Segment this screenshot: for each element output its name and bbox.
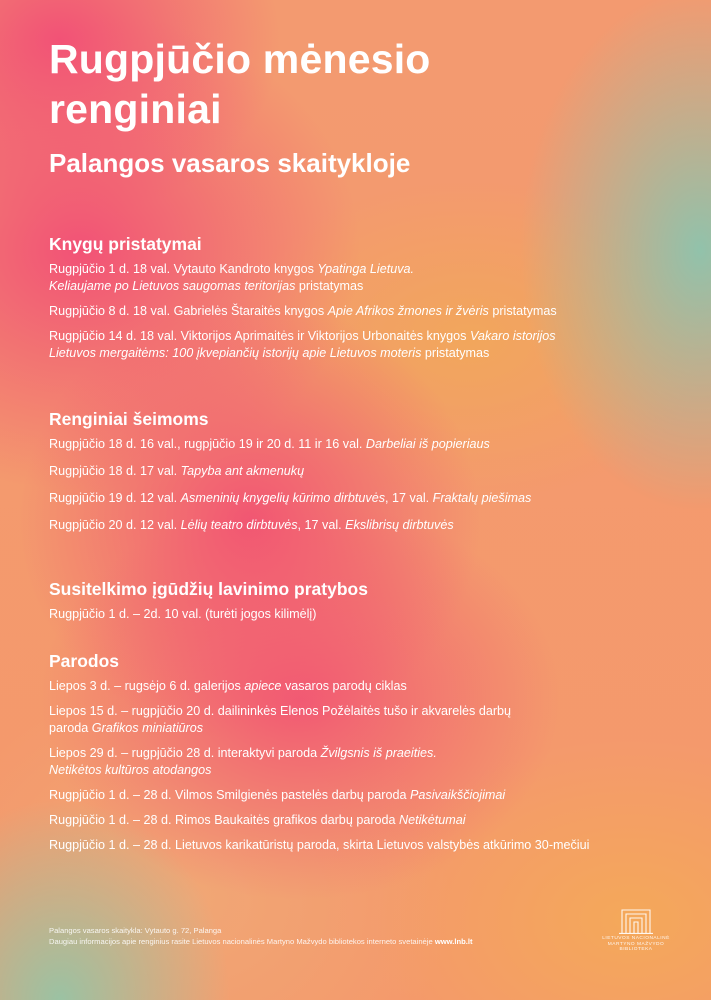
footer-website-link[interactable]: www.lnb.lt xyxy=(434,937,473,946)
logo-line: MARTYNO MAŽVYDO xyxy=(607,941,665,947)
event-text: vasaros parodų ciklas xyxy=(281,679,407,693)
event-item xyxy=(49,606,689,623)
footer-info xyxy=(49,936,589,947)
event-title: Lėlių teatro dirbtuvės xyxy=(180,518,298,532)
event-title: Tapyba ant akmenukų xyxy=(180,464,305,478)
event-title: Žvilgsnis iš praeities. xyxy=(320,746,437,760)
event-item xyxy=(49,328,689,362)
event-title: Grafikos miniatiūros xyxy=(91,721,203,735)
event-item xyxy=(49,436,689,453)
logo-line: BIBLIOTEKA xyxy=(619,947,653,953)
event-title: Keliaujame po Lietuvos saugomas teritorijas xyxy=(49,279,296,293)
event-title: Lietuvos mergaitėms: 100 įkvepiančių istorijų apie Lietuvos moteris xyxy=(49,346,422,360)
event-text: Rugpjūčio 1 d. 18 val. Vytauto Kandroto knygos xyxy=(49,262,318,276)
footer-address: Palangos vasaros skaitykla: Vytauto g. 72, Palanga xyxy=(49,926,222,935)
event-item xyxy=(49,837,689,854)
event-title: Netikėtos kultūros atodangos xyxy=(49,763,212,777)
section-heading: Renginiai šeimoms xyxy=(49,409,209,429)
event-title: Ekslibrisų dirbtuvės xyxy=(345,518,454,532)
event-text: Liepos 3 d. – rugsėjo 6 d. galerijos xyxy=(49,679,245,693)
event-title: Apie Afrikos žmones ir žvėris xyxy=(327,304,489,318)
event-item xyxy=(49,745,689,779)
event-list xyxy=(49,261,689,362)
event-text: Rugpjūčio 1 d. – 2d. 10 val. (turėti jogos kilimėlį) xyxy=(49,607,317,621)
event-item xyxy=(49,787,689,804)
library-logo xyxy=(601,908,671,953)
event-item xyxy=(49,463,689,480)
event-text: , 17 val. xyxy=(385,491,433,505)
library-arch-icon xyxy=(619,908,653,934)
event-text: pristatymas xyxy=(488,304,557,318)
event-list xyxy=(49,606,689,623)
section-family-events xyxy=(49,408,689,544)
event-text: Rugpjūčio 14 d. 18 val. Viktorijos Aprimaitės ir Viktorijos Urbonaitės knygos xyxy=(49,329,470,343)
event-title: Vakaro istorijos xyxy=(469,329,556,343)
event-text: Rugpjūčio 1 d. – 28 d. Lietuvos karikatūristų paroda, skirta Lietuvos valstybės atkūrimo 30-mečiui xyxy=(49,838,590,852)
event-list xyxy=(49,436,689,534)
event-title: Asmeninių knygelių kūrimo dirbtuvės xyxy=(180,491,386,505)
event-item xyxy=(49,303,689,320)
event-title: Ypatinga Lietuva. xyxy=(317,262,415,276)
event-item xyxy=(49,812,689,829)
logo-line: LIETUVOS NACIONALINĖ xyxy=(602,936,670,941)
logo-text xyxy=(601,936,671,953)
page-title: Rugpjūčio mėnesio renginiai xyxy=(49,36,431,132)
section-heading: Knygų pristatymai xyxy=(49,234,202,254)
section-book-presentations xyxy=(49,233,689,370)
page-subtitle: Palangos vasaros skaitykloje xyxy=(49,148,411,178)
event-text: Rugpjūčio 8 d. 18 val. Gabrielės Štaraitės knygos xyxy=(49,304,328,318)
event-item xyxy=(49,678,689,695)
event-text: pristatymas xyxy=(295,279,364,293)
section-heading: Parodos xyxy=(49,651,120,671)
section-focus-exercises xyxy=(49,578,689,631)
event-text: Rugpjūčio 18 d. 16 val., rugpjūčio 19 ir 20 d. 11 ir 16 val. xyxy=(49,437,366,451)
event-title: Netikėtumai xyxy=(399,813,466,827)
event-text: pristatymas xyxy=(421,346,490,360)
event-item xyxy=(49,703,689,737)
event-item xyxy=(49,261,689,295)
event-list xyxy=(49,678,689,854)
event-text: Liepos 29 d. – rugpjūčio 28 d. interaktyvi paroda xyxy=(49,746,321,760)
event-text: Rugpjūčio 1 d. – 28 d. Vilmos Smilgienės pastelės darbų paroda xyxy=(49,788,411,802)
event-item xyxy=(49,517,689,534)
event-text: Rugpjūčio 20 d. 12 val. xyxy=(49,518,181,532)
event-text: , 17 val. xyxy=(297,518,346,532)
event-text: Rugpjūčio 18 d. 17 val. xyxy=(49,464,181,478)
event-title: Darbeliai iš popieriaus xyxy=(365,437,490,451)
footer xyxy=(49,925,589,947)
section-exhibitions xyxy=(49,650,689,862)
event-title: Fraktalų piešimas xyxy=(432,491,532,505)
event-text: Rugpjūčio 19 d. 12 val. xyxy=(49,491,181,505)
event-title: apiece xyxy=(244,679,282,693)
section-heading: Susitelkimo įgūdžių lavinimo pratybos xyxy=(49,579,368,599)
event-item xyxy=(49,490,689,507)
event-text: paroda xyxy=(49,721,92,735)
event-text: Liepos 15 d. – rugpjūčio 20 d. dailininkės Elenos Požėlaitės tušo ir akvarelės darbų xyxy=(49,704,512,718)
footer-info-text: Daugiau informacijos apie renginius rasite Lietuvos nacionalinės Martyno Mažvydo bibliotekos interneto svetainėje xyxy=(49,937,435,946)
event-text: Rugpjūčio 1 d. – 28 d. Rimos Baukaitės grafikos darbų paroda xyxy=(49,813,400,827)
event-title: Pasivaikščiojimai xyxy=(410,788,506,802)
